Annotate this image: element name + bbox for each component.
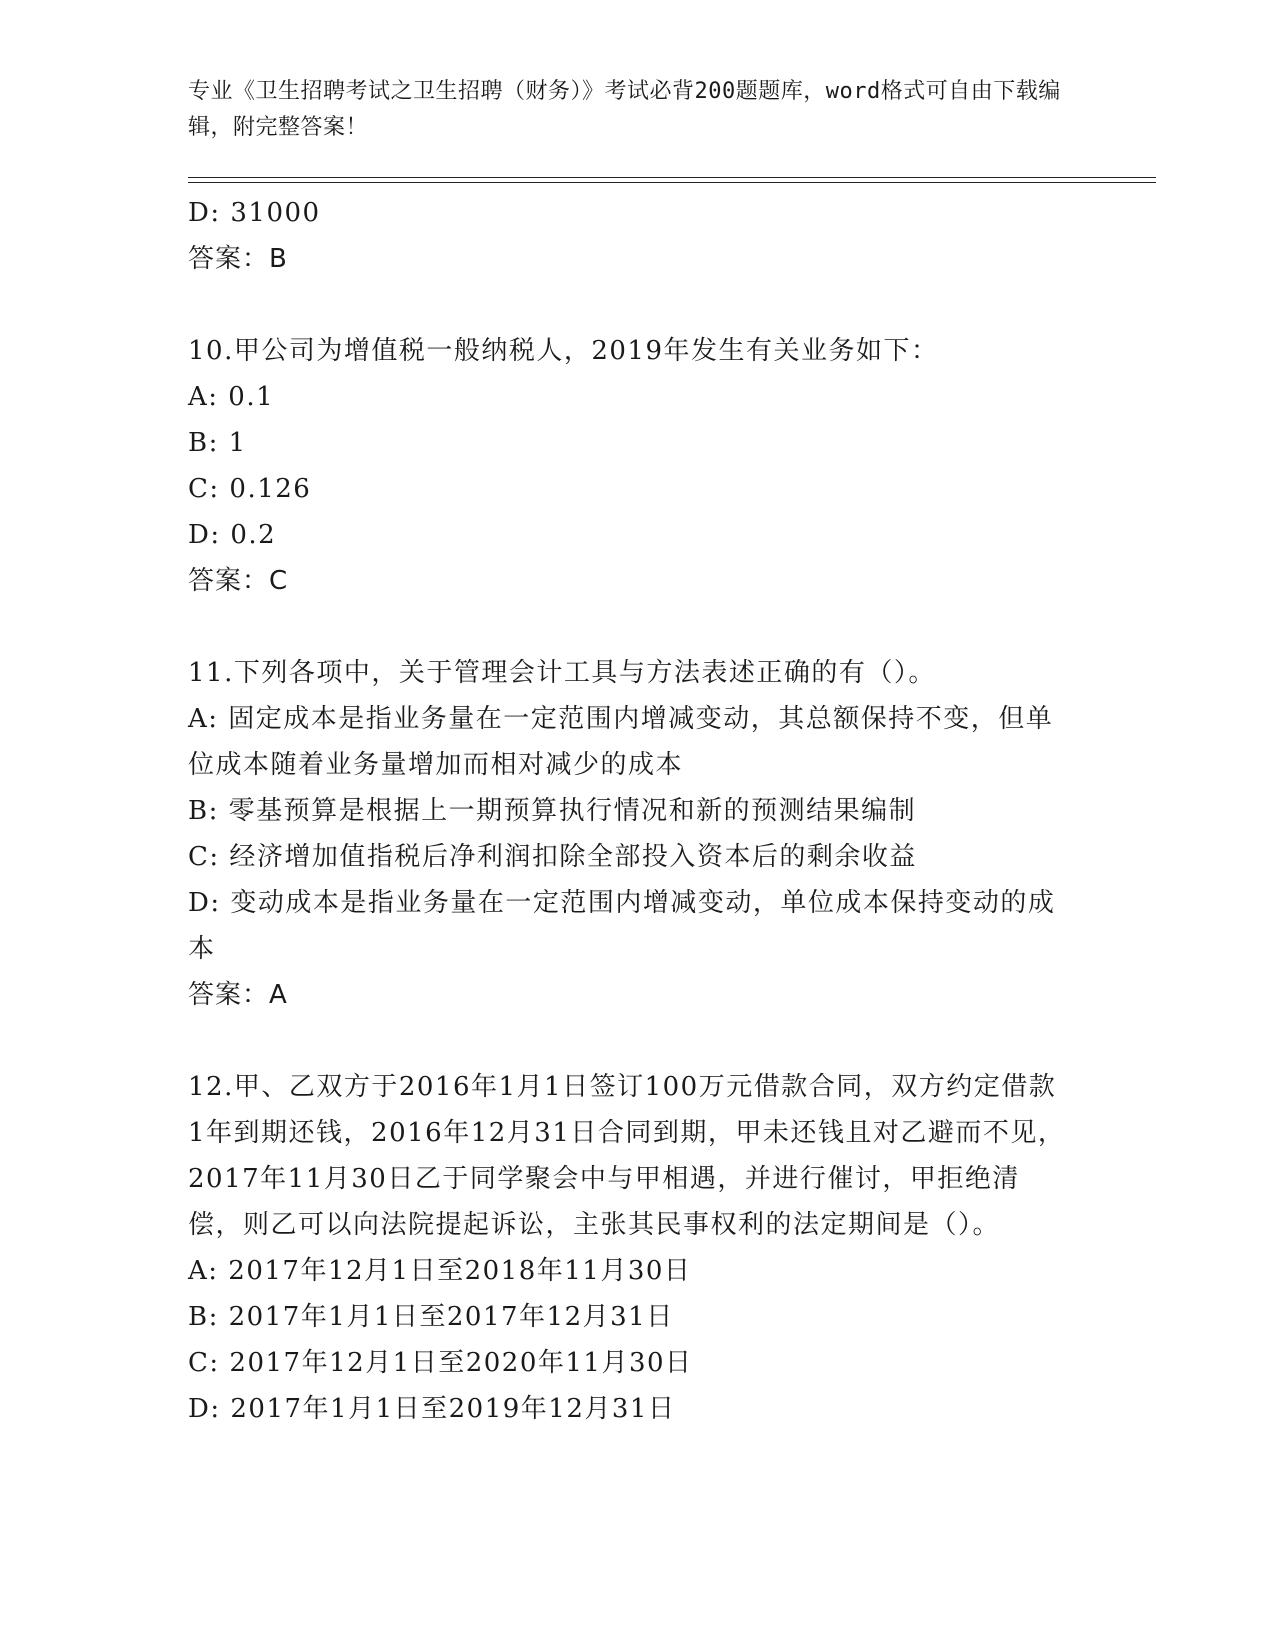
q10-option-b: B: 1	[188, 428, 247, 458]
header-divider-top	[188, 177, 1156, 178]
spacer	[188, 604, 1068, 650]
q10-stem: 10.甲公司为增值税一般纳税人，2019年发生有关业务如下：	[188, 336, 939, 366]
prev-answer: 答案：B	[188, 244, 288, 274]
prev-option-d: D: 31000	[188, 198, 321, 228]
q11-option-c: C: 经济增加值指税后净利润扣除全部投入资本后的剩余收益	[188, 842, 917, 872]
q10-option-d: D: 0.2	[188, 520, 277, 550]
q12-stem: 12.甲、乙双方于2016年1月1日签订100万元借款合同，双方约定借款1年到期还钱，2016年12月31日合同到期，甲未还钱且对乙避而不见，2017年11月30日乙于同学聚会中与甲相遇，并进行催讨，甲拒绝清偿，则乙可以向法院提起诉讼，主张其民事权利的法定期间是（）。	[188, 1072, 1066, 1240]
q11-option-b: B: 零基预算是根据上一期预算执行情况和新的预测结果编制	[188, 796, 917, 826]
document-header: 专业《卫生招聘考试之卫生招聘（财务）》考试必背200题题库，word格式可自由下载编辑，附完整答案！	[188, 79, 1061, 140]
q11-option-a: A: 固定成本是指业务量在一定范围内增减变动，其总额保持不变，但单位成本随着业务量增加而相对减少的成本	[188, 704, 1054, 780]
question-content	[188, 190, 1068, 1432]
q12-option-d: D: 2017年1月1日至2019年12月31日	[188, 1394, 676, 1424]
header-divider-bottom	[188, 182, 1156, 183]
q12-option-b: B: 2017年1月1日至2017年12月31日	[188, 1302, 674, 1332]
spacer	[188, 1018, 1068, 1064]
spacer	[188, 282, 1068, 328]
q12-option-c: C: 2017年12月1日至2020年11月30日	[188, 1348, 693, 1378]
q12-option-a: A: 2017年12月1日至2018年11月30日	[188, 1256, 692, 1286]
q10-option-a: A: 0.1	[188, 382, 275, 412]
q11-stem: 11.下列各项中，关于管理会计工具与方法表述正确的有（）。	[188, 658, 936, 688]
q11-answer: 答案：A	[188, 980, 288, 1010]
q10-option-c: C: 0.126	[188, 474, 312, 504]
q11-option-d: D: 变动成本是指业务量在一定范围内增减变动，单位成本保持变动的成本	[188, 888, 1056, 964]
q10-answer: 答案：C	[188, 566, 289, 596]
